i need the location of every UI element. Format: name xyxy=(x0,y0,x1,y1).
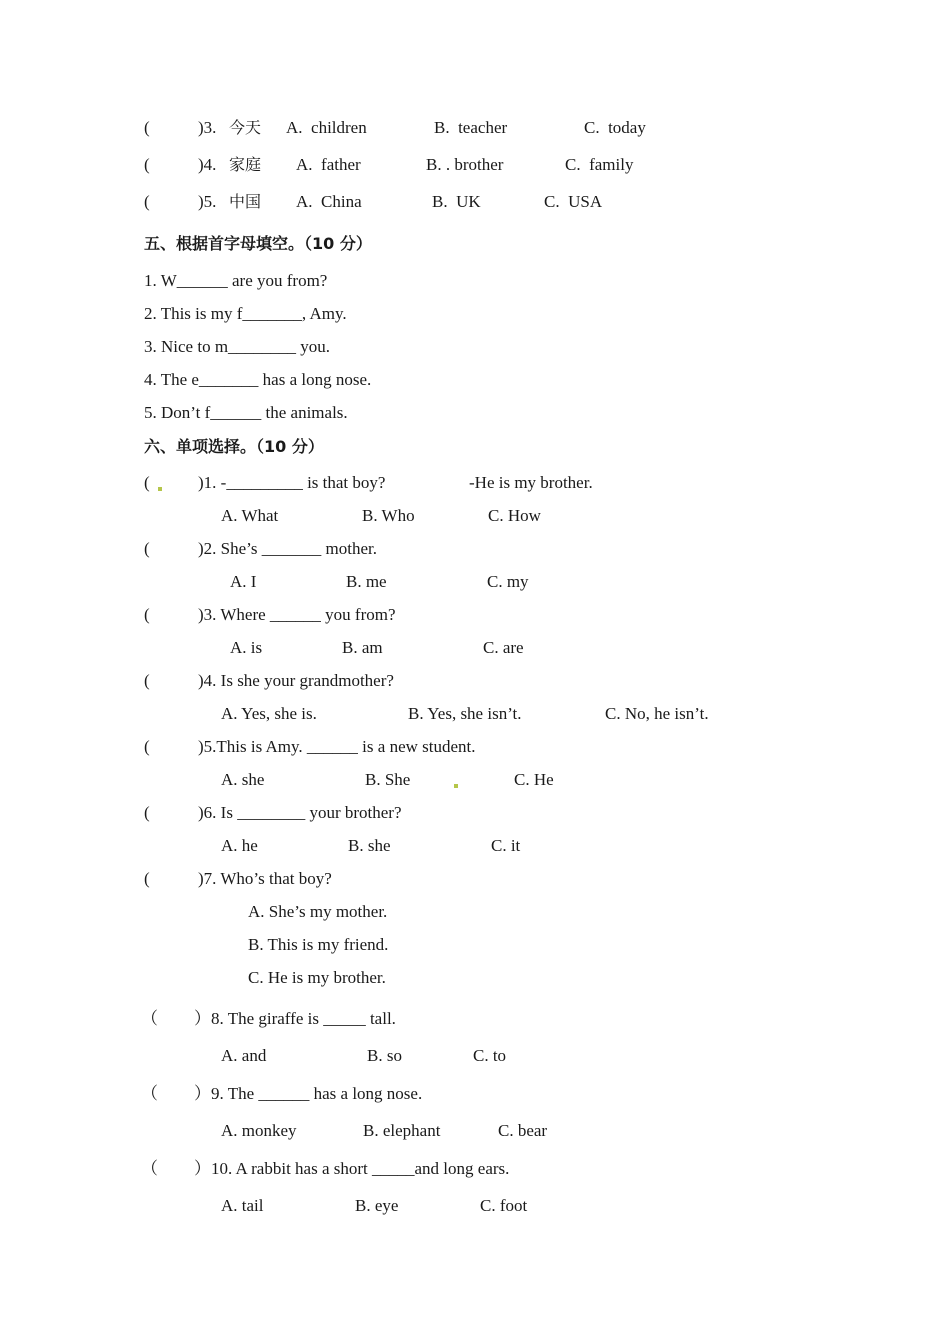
option-a: A. children xyxy=(286,118,367,137)
question-stem: )5.This is Amy. ______ is a new student. xyxy=(198,737,476,756)
option-c: C. bear xyxy=(498,1121,548,1140)
option-b: B. This is my friend. xyxy=(248,935,389,954)
fill-item-5: 5. Don’t f______ the animals. xyxy=(144,403,348,422)
answer-paren: ( xyxy=(144,737,150,756)
speck-mark xyxy=(454,784,458,788)
answer-paren: ( xyxy=(144,803,150,822)
answer-line: -He is my brother. xyxy=(469,473,593,492)
option-a: A. is xyxy=(230,638,263,657)
answer-paren: （ xyxy=(141,1159,158,1178)
answer-paren: ( xyxy=(144,473,150,492)
question-stem: ）8. The giraffe is _____ tall. xyxy=(194,1009,396,1028)
question-stem: )3. Where ______ you from? xyxy=(198,605,396,624)
section-heading-part5: 五、根据首字母填空。（10 分） xyxy=(144,234,372,253)
option-a: A. I xyxy=(230,572,257,591)
fill-item-3: 3. Nice to m________ you. xyxy=(144,337,331,356)
option-c: C. USA xyxy=(544,192,603,211)
answer-paren: ( xyxy=(144,869,150,888)
option-c: C. How xyxy=(488,506,541,525)
option-c: C. family xyxy=(565,155,634,174)
chinese-word: 家庭 xyxy=(229,155,262,174)
option-a: A. she xyxy=(221,770,265,789)
question-stem: ）9. The ______ has a long nose. xyxy=(194,1084,423,1103)
option-b: B. Who xyxy=(362,506,415,525)
chinese-word: 今天 xyxy=(229,118,262,137)
option-b: B. am xyxy=(342,638,383,657)
option-b: B. UK xyxy=(432,192,481,211)
option-b: B. she xyxy=(348,836,391,855)
option-c: C. today xyxy=(584,118,646,137)
option-a: A. What xyxy=(221,506,279,525)
answer-paren: ( xyxy=(144,605,150,624)
option-c: C. to xyxy=(473,1046,507,1065)
question-number: )5. xyxy=(198,192,217,211)
option-c: C. it xyxy=(491,836,521,855)
option-b: B. teacher xyxy=(434,118,508,137)
option-c: C. He xyxy=(514,770,554,789)
option-a: A. father xyxy=(296,155,361,174)
question-stem: )6. Is ________ your brother? xyxy=(198,803,402,822)
question-number: )3. xyxy=(198,118,217,137)
fill-item-2: 2. This is my f_______, Amy. xyxy=(144,304,347,323)
option-c: C. foot xyxy=(480,1196,528,1215)
answer-paren: ( xyxy=(144,155,150,174)
option-b: B. She xyxy=(365,770,411,789)
option-a: A. he xyxy=(221,836,258,855)
chinese-word: 中国 xyxy=(229,192,262,211)
option-c: C. No, he isn’t. xyxy=(605,704,709,723)
option-c: C. He is my brother. xyxy=(248,968,386,987)
answer-paren: （ xyxy=(141,1084,158,1103)
fill-item-1: 1. W______ are you from? xyxy=(144,271,328,290)
answer-paren: ( xyxy=(144,671,150,690)
option-b: B. eye xyxy=(355,1196,399,1215)
question-stem: )7. Who’s that boy? xyxy=(198,869,332,888)
section-heading-part6: 六、单项选择。（10 分） xyxy=(144,437,324,456)
question-stem: )2. She’s _______ mother. xyxy=(198,539,377,558)
answer-paren: ( xyxy=(144,539,150,558)
question-number: )4. xyxy=(198,155,217,174)
option-b: B. . brother xyxy=(426,155,504,174)
option-b: B. me xyxy=(346,572,387,591)
fill-item-4: 4. The e_______ has a long nose. xyxy=(144,370,372,389)
speck-mark xyxy=(158,487,162,491)
option-a: A. monkey xyxy=(221,1121,297,1140)
question-stem: ）10. A rabbit has a short _____and long ears. xyxy=(194,1159,510,1178)
option-a: A. tail xyxy=(221,1196,264,1215)
option-b: B. Yes, she isn’t. xyxy=(408,704,522,723)
option-c: C. my xyxy=(487,572,529,591)
option-a: A. China xyxy=(296,192,362,211)
option-a: A. She’s my mother. xyxy=(248,902,388,921)
option-b: B. so xyxy=(367,1046,402,1065)
answer-paren: ( xyxy=(144,192,150,211)
answer-paren: （ xyxy=(141,1009,158,1028)
answer-paren: ( xyxy=(144,118,150,137)
option-a: A. and xyxy=(221,1046,267,1065)
question-stem: )4. Is she your grandmother? xyxy=(198,671,394,690)
question-stem: )1. -_________ is that boy? xyxy=(198,473,386,492)
option-c: C. are xyxy=(483,638,524,657)
option-b: B. elephant xyxy=(363,1121,441,1140)
option-a: A. Yes, she is. xyxy=(221,704,317,723)
